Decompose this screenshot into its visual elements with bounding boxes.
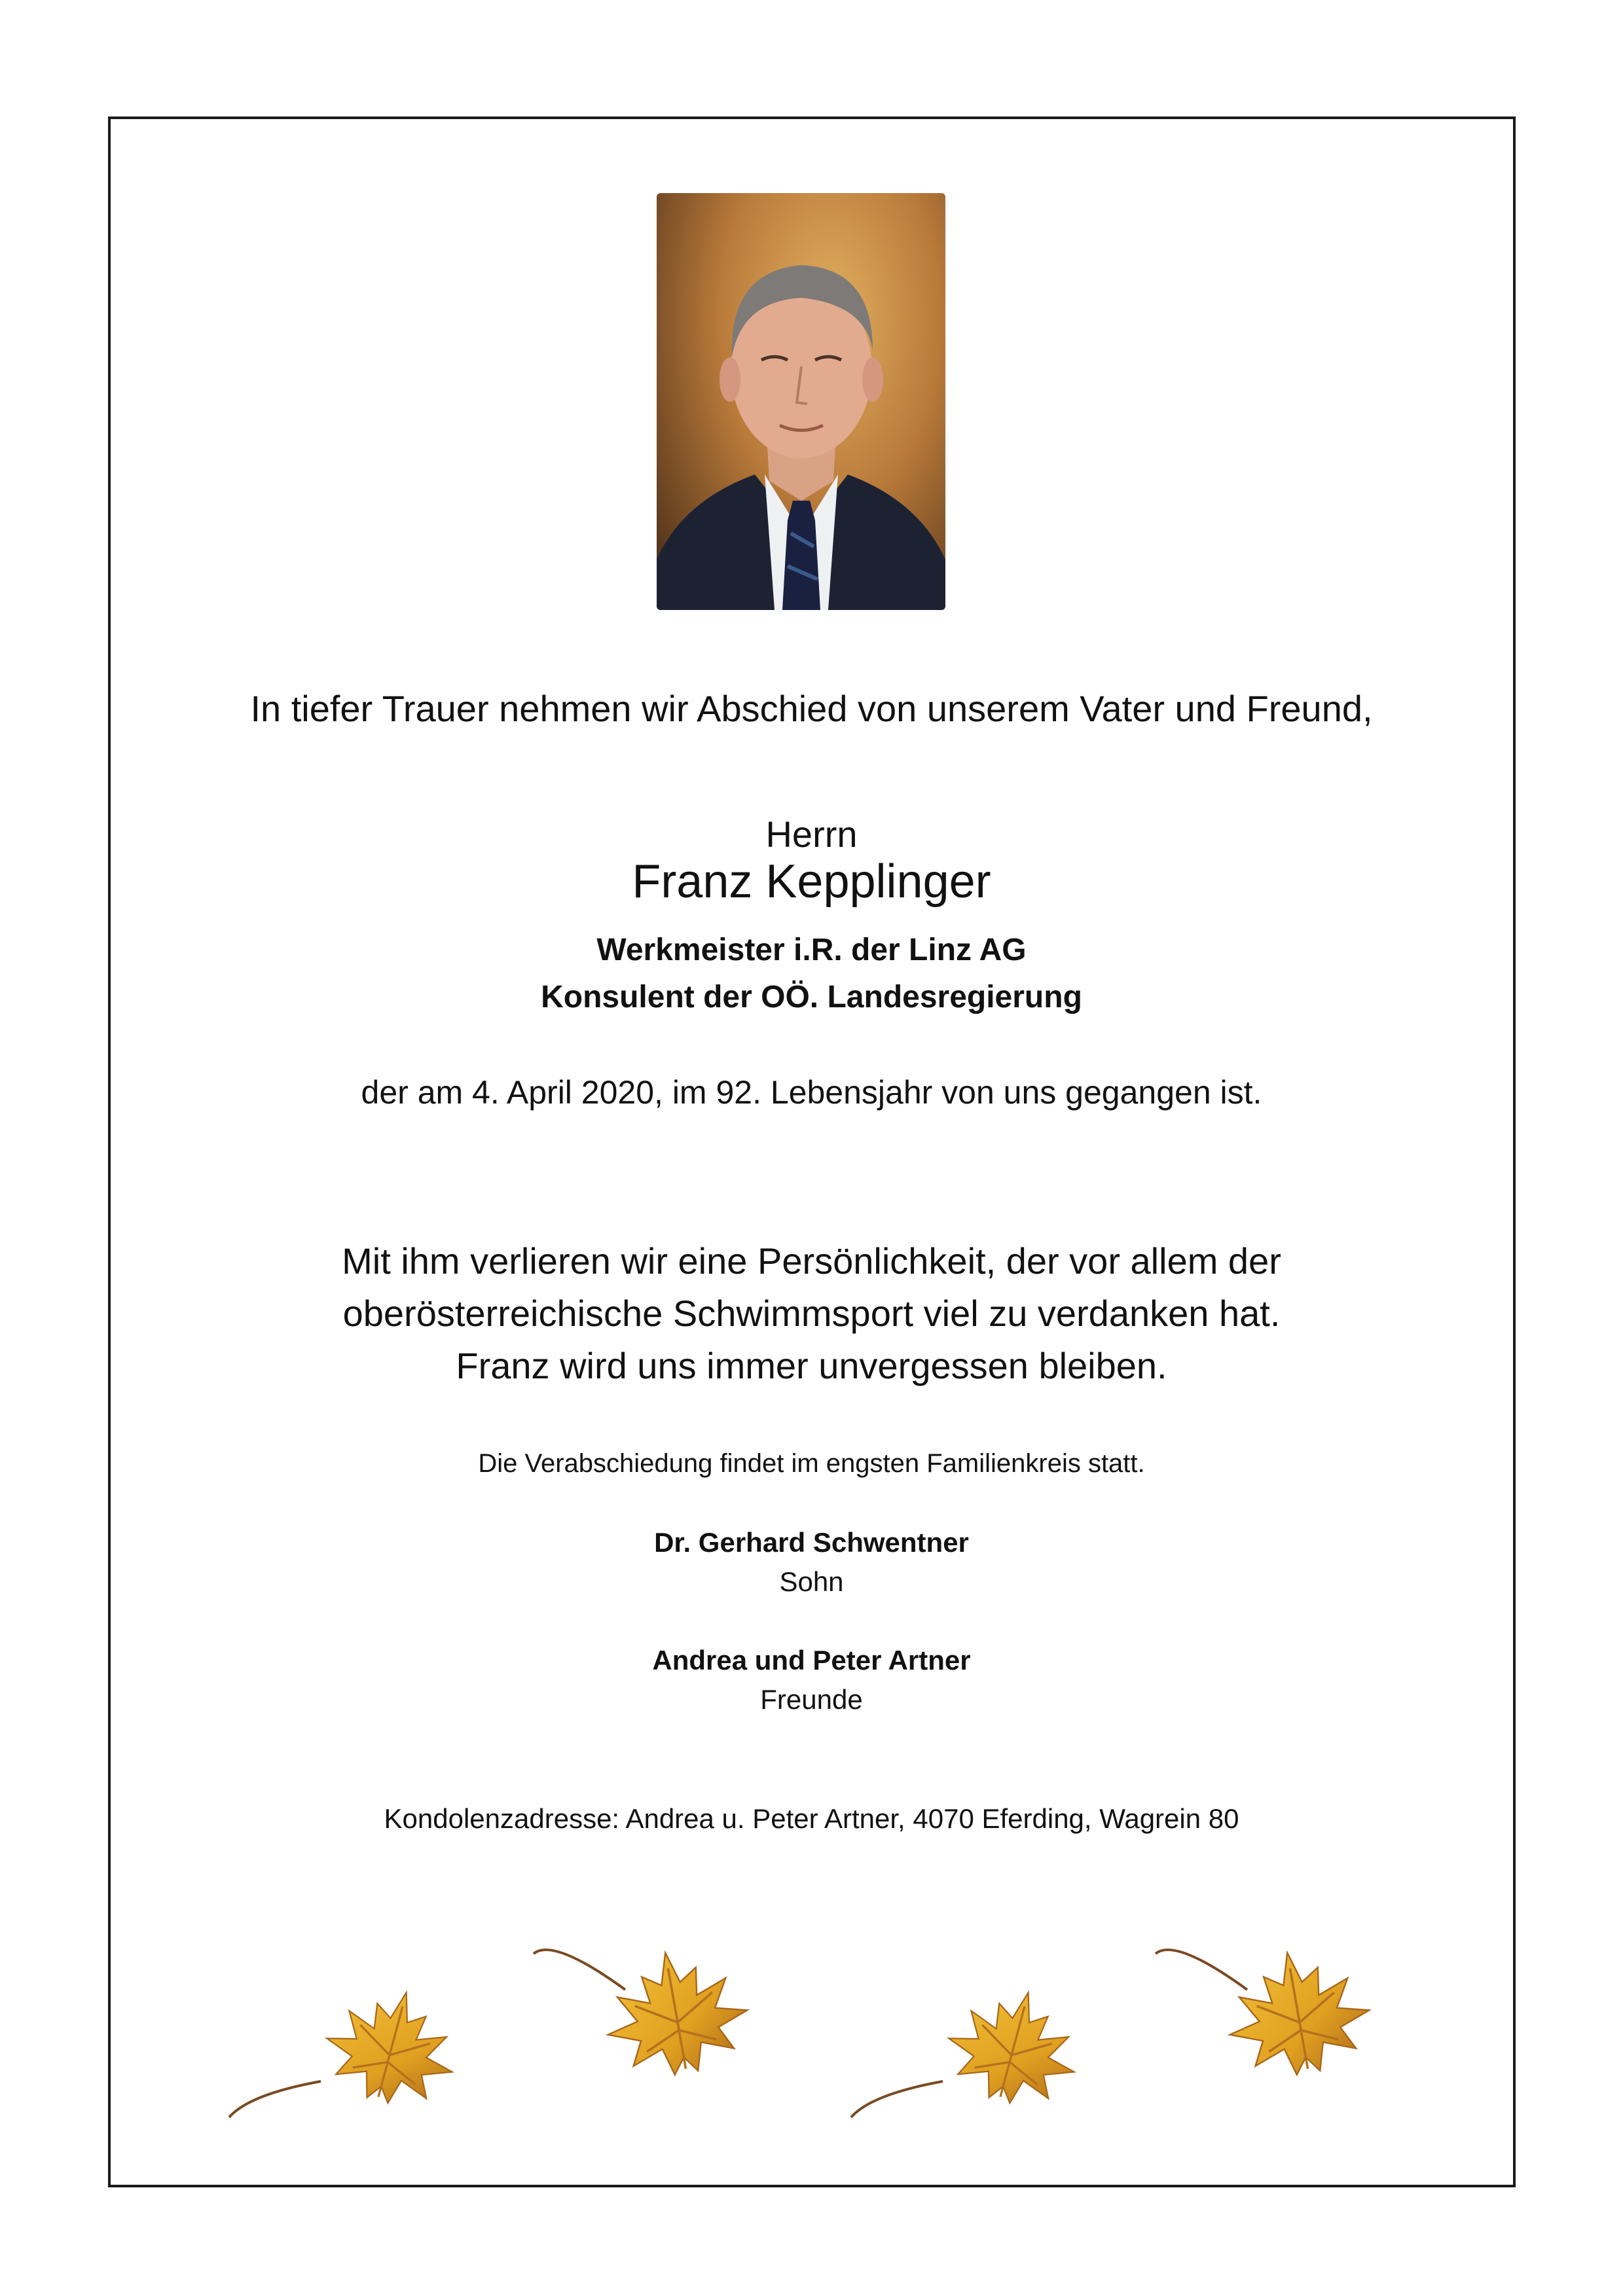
portrait-photo	[657, 193, 945, 610]
mourner-relation: Sohn	[779, 1566, 844, 1597]
mourner-relation: Freunde	[760, 1684, 863, 1715]
maple-leaf-icon	[1149, 1931, 1385, 2114]
maple-leaf-icon	[845, 1977, 1100, 2134]
death-notice: der am 4. April 2020, im 92. Lebensjahr von uns gegangen ist.	[361, 1074, 1262, 1111]
tribute-line: Franz wird uns immer unvergessen bleiben.	[456, 1345, 1167, 1386]
title-line: Werkmeister i.R. der Linz AG	[596, 933, 1027, 967]
tribute-line: oberösterreichische Schwimmsport viel zu verdanken hat.	[342, 1293, 1281, 1334]
maple-leaf-icon	[527, 1931, 763, 2114]
tribute-line: Mit ihm verlieren wir eine Persönlichkeit, der vor allem der	[342, 1240, 1281, 1282]
deceased-name: Franz Kepplinger	[632, 855, 991, 908]
mourner-name: Dr. Gerhard Schwentner	[654, 1527, 969, 1558]
farewell-note: Die Verabschiedung findet im engsten Familienkreis statt.	[478, 1449, 1145, 1478]
mourner-name: Andrea und Peter Artner	[652, 1645, 971, 1676]
condolence-address: Kondolenzadresse: Andrea u. Peter Artner, 4070 Eferding, Wagrein 80	[384, 1803, 1239, 1834]
intro-text: In tiefer Trauer nehmen wir Abschied von unserem Vater und Freund,	[250, 688, 1373, 729]
maple-leaf-icon	[223, 1977, 478, 2134]
title-line: Konsulent der OÖ. Landesregierung	[541, 980, 1082, 1014]
salutation: Herrn	[765, 814, 858, 855]
